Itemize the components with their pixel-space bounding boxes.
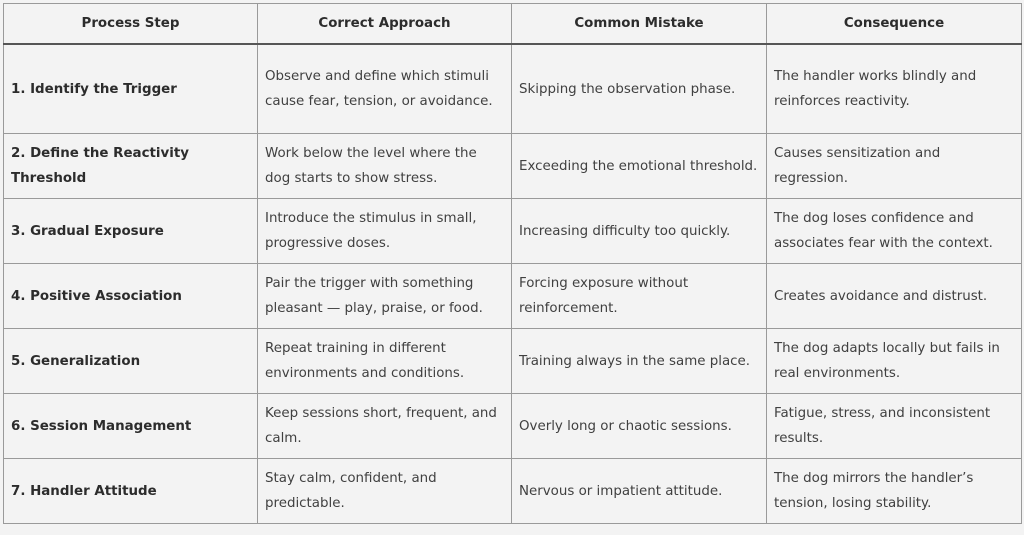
table-row	[4, 264, 1022, 329]
common-mistake-cell: Increasing difficulty too quickly.	[512, 199, 767, 264]
header-correct-approach: Correct Approach	[258, 4, 512, 45]
process-step-cell: 7. Handler Attitude	[4, 459, 258, 524]
table-row	[4, 134, 1022, 199]
consequence-cell: Creates avoidance and distrust.	[767, 264, 1022, 329]
consequence-cell: The dog adapts locally but fails in real environments.	[767, 329, 1022, 394]
consequence-cell: Causes sensitization and regression.	[767, 134, 1022, 199]
process-step-cell: 1. Identify the Trigger	[4, 44, 258, 134]
common-mistake-cell: Forcing exposure without reinforcement.	[512, 264, 767, 329]
process-step-cell: 3. Gradual Exposure	[4, 199, 258, 264]
process-step-cell: 5. Generalization	[4, 329, 258, 394]
correct-approach-cell: Work below the level where the dog starts to show stress.	[258, 134, 512, 199]
table-row	[4, 459, 1022, 524]
correct-approach-cell: Repeat training in different environments and conditions.	[258, 329, 512, 394]
correct-approach-cell: Observe and define which stimuli cause fear, tension, or avoidance.	[258, 44, 512, 134]
consequence-cell: The handler works blindly and reinforces reactivity.	[767, 44, 1022, 134]
common-mistake-cell: Skipping the observation phase.	[512, 44, 767, 134]
common-mistake-cell: Exceeding the emotional threshold.	[512, 134, 767, 199]
header-common-mistake: Common Mistake	[512, 4, 767, 45]
header-consequence: Consequence	[767, 4, 1022, 45]
common-mistake-cell: Nervous or impatient attitude.	[512, 459, 767, 524]
correct-approach-cell: Introduce the stimulus in small, progressive doses.	[258, 199, 512, 264]
correct-approach-cell: Stay calm, confident, and predictable.	[258, 459, 512, 524]
table-row	[4, 199, 1022, 264]
training-process-table-container	[3, 3, 1021, 524]
correct-approach-cell: Keep sessions short, frequent, and calm.	[258, 394, 512, 459]
training-process-table	[3, 3, 1022, 524]
table-header-row	[4, 4, 1022, 45]
header-process-step: Process Step	[4, 4, 258, 45]
consequence-cell: Fatigue, stress, and inconsistent results.	[767, 394, 1022, 459]
consequence-cell: The dog mirrors the handler’s tension, losing stability.	[767, 459, 1022, 524]
consequence-cell: The dog loses confidence and associates fear with the context.	[767, 199, 1022, 264]
table-row	[4, 44, 1022, 134]
correct-approach-cell: Pair the trigger with something pleasant — play, praise, or food.	[258, 264, 512, 329]
process-step-cell: 6. Session Management	[4, 394, 258, 459]
common-mistake-cell: Training always in the same place.	[512, 329, 767, 394]
common-mistake-cell: Overly long or chaotic sessions.	[512, 394, 767, 459]
process-step-cell: 4. Positive Association	[4, 264, 258, 329]
process-step-cell: 2. Define the Reactivity Threshold	[4, 134, 258, 199]
table-row	[4, 329, 1022, 394]
table-row	[4, 394, 1022, 459]
